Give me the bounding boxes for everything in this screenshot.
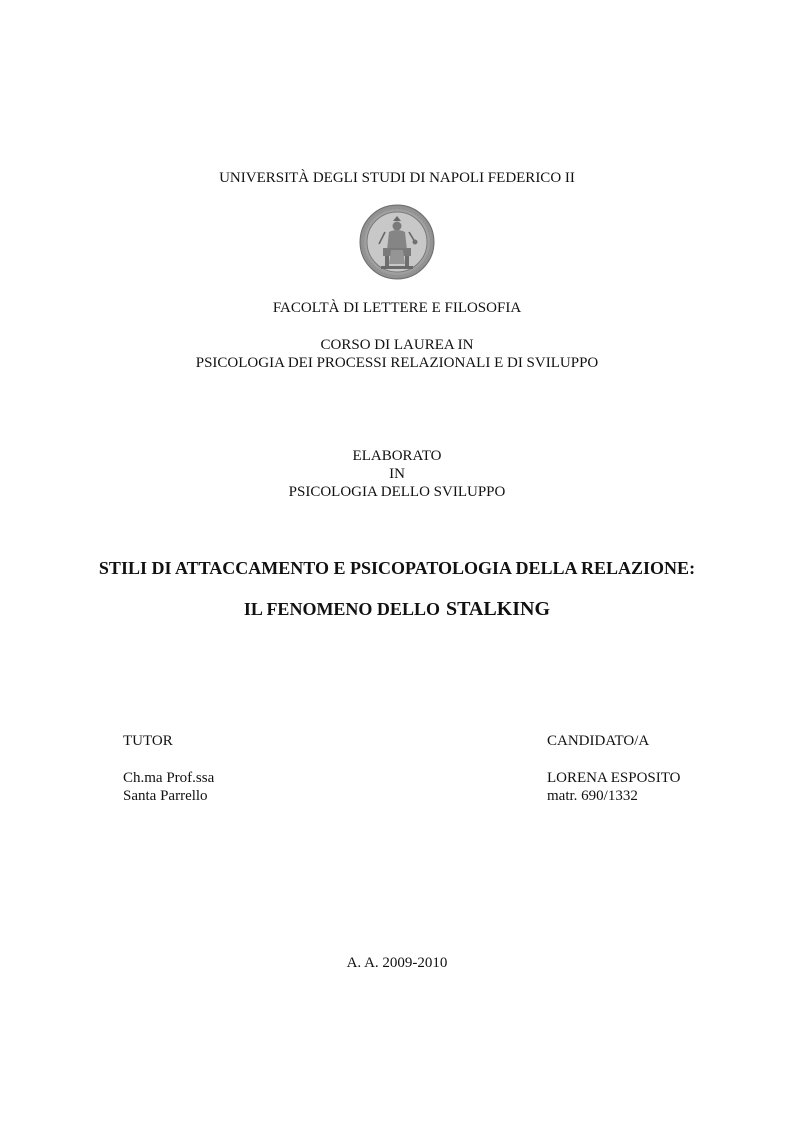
course-line-2: PSICOLOGIA DEI PROCESSI RELAZIONALI E DI SVILUPPO <box>195 355 599 371</box>
candidate-matriculation: matr. 690/1332 <box>547 788 638 804</box>
elaborato-subject: PSICOLOGIA DELLO SVILUPPO <box>288 484 506 500</box>
thesis-title-emphasis: STALKING <box>445 598 551 620</box>
thesis-title-line-2 <box>0 598 794 620</box>
elaborato-in: IN <box>389 466 405 482</box>
thesis-title-prefix: IL FENOMENO DELLO <box>243 599 440 619</box>
course-line-1: CORSO DI LAUREA IN <box>320 337 474 353</box>
academic-year: A. A. 2009-2010 <box>346 955 448 971</box>
tutor-label: TUTOR <box>123 733 173 749</box>
candidate-label: CANDIDATO/A <box>547 733 650 749</box>
faculty-name: FACOLTÀ DI LETTERE E FILOSOFIA <box>272 300 522 316</box>
university-seal-icon <box>359 204 435 280</box>
thesis-title-line-1: STILI DI ATTACCAMENTO E PSICOPATOLOGIA DELLA RELAZIONE: <box>98 558 696 578</box>
university-name: UNIVERSITÀ DEGLI STUDI DI NAPOLI FEDERICO II <box>219 170 575 186</box>
tutor-title: Ch.ma Prof.ssa <box>123 770 215 786</box>
tutor-name: Santa Parrello <box>123 788 208 804</box>
candidate-name: LORENA ESPOSITO <box>547 770 681 786</box>
elaborato-label: ELABORATO <box>352 448 442 464</box>
